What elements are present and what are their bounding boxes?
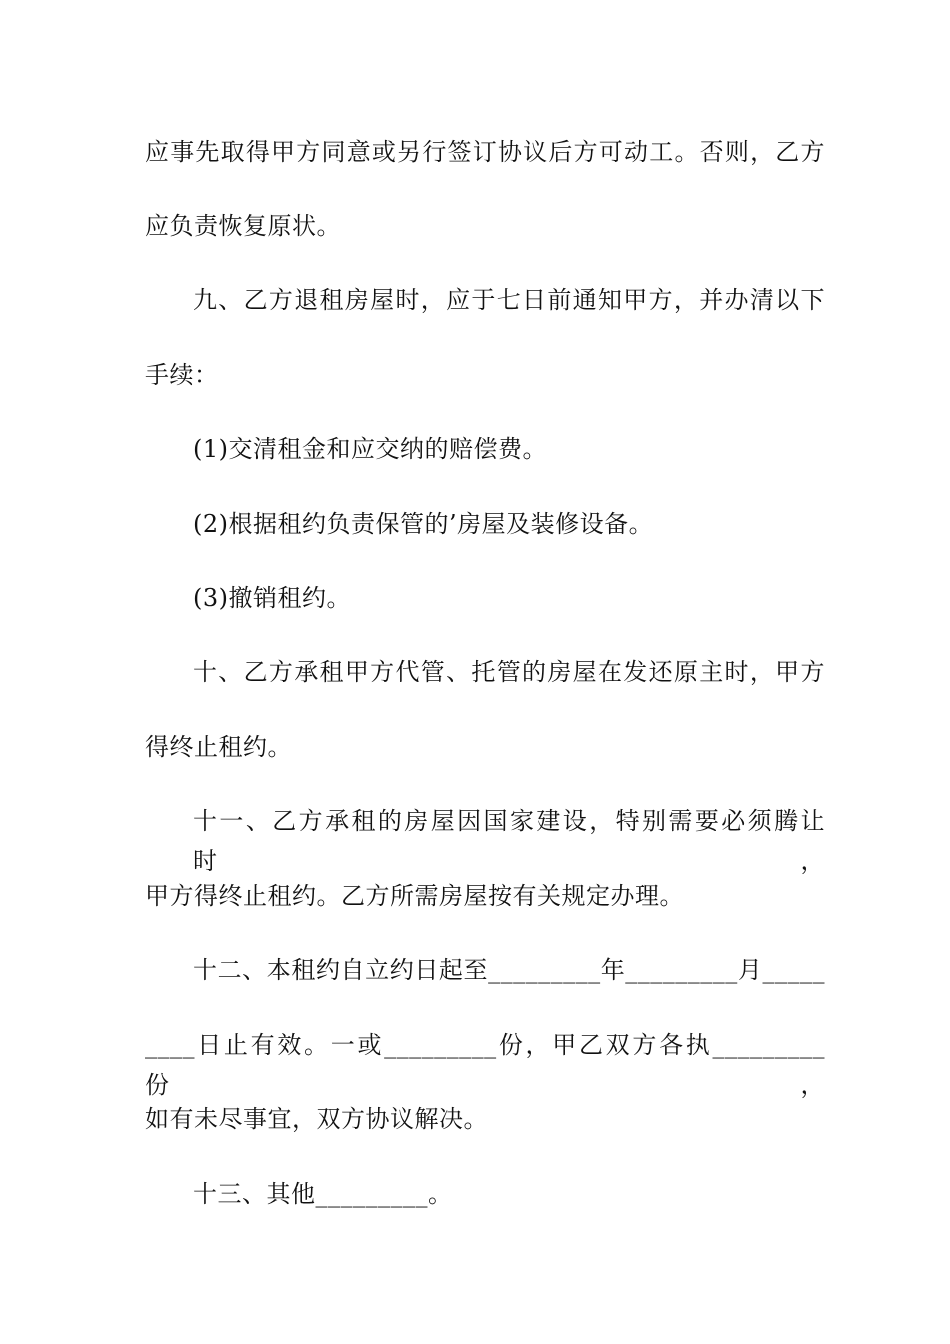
- list-item-3: (3)撤销租约。: [193, 584, 351, 612]
- list-item-1: (1)交清租金和应交纳的赔偿费。: [193, 435, 547, 463]
- clause-10-line: 十、乙方承租甲方代管、托管的房屋在发还原主时，甲方: [193, 658, 825, 686]
- text-line: 得终止租约。: [145, 733, 292, 761]
- text-line: 应负责恢复原状。: [145, 212, 341, 240]
- clause-13-line: 十三、其他_________。: [193, 1180, 453, 1208]
- text-line: 手续：: [145, 361, 219, 389]
- text-line: 应事先取得甲方同意或另行签订协议后方可动工。否则，乙方: [145, 138, 825, 166]
- clause-12-line: 十二、本租约自立约日起至_________年_________月_____: [193, 956, 825, 984]
- clause-9-line: 九、乙方退租房屋时，应于七日前通知甲方，并办清以下: [193, 286, 825, 314]
- text-line: 甲方得终止租约。乙方所需房屋按有关规定办理。: [145, 882, 684, 910]
- text-line: 如有未尽事宜，双方协议解决。: [145, 1105, 488, 1133]
- list-item-2: (2)根据租约负责保管的’房屋及装修设备。: [193, 510, 654, 538]
- text-line: ____日止有效。一或_________份，甲乙双方各执_________份，: [145, 1031, 825, 1099]
- clause-11-line: 十一、乙方承租的房屋因国家建设，特别需要必须腾让时，: [193, 807, 825, 875]
